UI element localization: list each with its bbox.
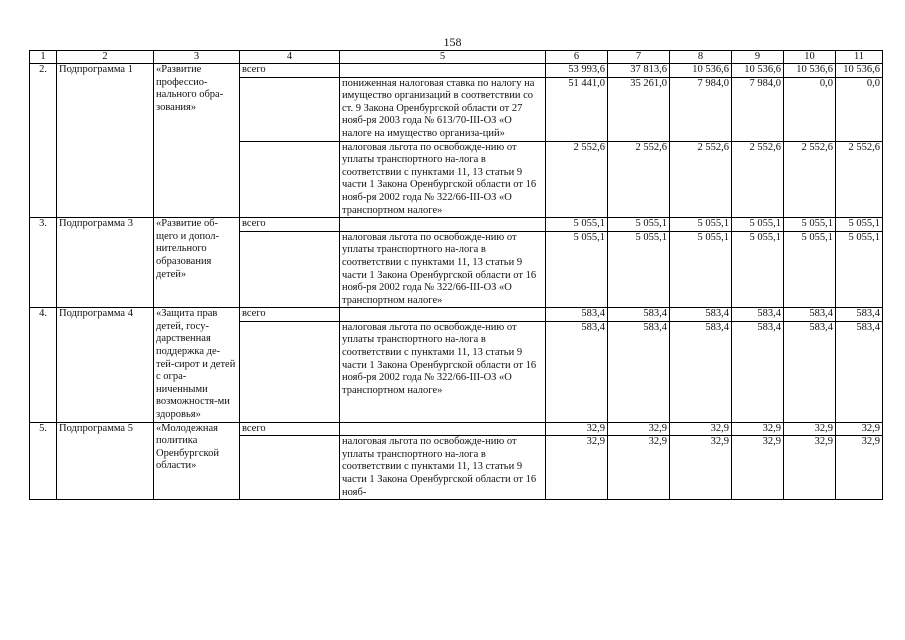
subprogram-name: Подпрограмма 5	[57, 422, 154, 500]
total-description-empty	[340, 218, 546, 232]
row-number: 3.	[30, 218, 57, 308]
tax-benefit-value: 5 055,1	[608, 231, 670, 308]
subprogram-title: «Защита прав детей, госу-дарственная поддержка де-тей-сирот и детей с огра-ниченными возможностя-ми здоровья»	[154, 308, 240, 422]
tax-benefit-value: 0,0	[836, 77, 883, 141]
empty-cell	[240, 321, 340, 422]
tax-benefit-value: 2 552,6	[608, 141, 670, 218]
row-number: 5.	[30, 422, 57, 500]
tax-benefit-value: 2 552,6	[546, 141, 608, 218]
total-value: 5 055,1	[670, 218, 732, 232]
total-value: 5 055,1	[784, 218, 836, 232]
column-number: 6	[546, 51, 608, 64]
total-value: 583,4	[784, 308, 836, 322]
row-number: 4.	[30, 308, 57, 422]
tax-benefit-description: налоговая льгота по освобожде-нию от уплаты транспортного на-лога в соответствии с пунктами 11, 13 статьи 9 части 1 Закона Оренбургской области от 16 нояб-ря 2002 года № 322/66-III-ОЗ «О транспортном налоге»	[340, 141, 546, 218]
total-value: 5 055,1	[836, 218, 883, 232]
total-label: всего	[240, 64, 340, 78]
subprogram-total-row	[30, 218, 883, 232]
empty-cell	[240, 231, 340, 308]
tax-benefit-description: налоговая льгота по освобожде-нию от уплаты транспортного на-лога в соответствии с пунктами 11, 13 статьи 9 части 1 Закона Оренбургской области от 16 нояб-ря 2002 года № 322/66-III-ОЗ «О транспортном налоге»	[340, 231, 546, 308]
tax-benefit-value: 5 055,1	[784, 231, 836, 308]
tax-benefit-value: 583,4	[784, 321, 836, 422]
total-value: 5 055,1	[546, 218, 608, 232]
total-value: 583,4	[546, 308, 608, 322]
empty-cell	[240, 436, 340, 500]
total-value: 32,9	[732, 422, 784, 436]
total-value: 10 536,6	[670, 64, 732, 78]
tax-benefit-value: 32,9	[836, 436, 883, 500]
column-number: 7	[608, 51, 670, 64]
tax-benefit-value: 583,4	[546, 321, 608, 422]
tax-benefit-value: 2 552,6	[784, 141, 836, 218]
row-number: 2.	[30, 64, 57, 218]
column-number: 4	[240, 51, 340, 64]
total-value: 37 813,6	[608, 64, 670, 78]
subprogram-title: «Развитие профессио-нального обра-зования»	[154, 64, 240, 218]
tax-benefit-value: 583,4	[732, 321, 784, 422]
total-value: 5 055,1	[732, 218, 784, 232]
total-value: 583,4	[608, 308, 670, 322]
subprogram-total-row	[30, 308, 883, 322]
tax-benefit-value: 5 055,1	[732, 231, 784, 308]
tax-benefit-description: пониженная налоговая ставка по налогу на имущество организаций в соответствии со ст. 9 Закона Оренбургской области от 27 нояб-ря 2003 года № 613/70-III-ОЗ «О налоге на имущество организа-ций»	[340, 77, 546, 141]
column-number: 10	[784, 51, 836, 64]
subprogram-name: Подпрограмма 4	[57, 308, 154, 422]
total-value: 53 993,6	[546, 64, 608, 78]
tax-benefit-value: 5 055,1	[670, 231, 732, 308]
subprogram-title: «Молодежная политика Оренбургской области»	[154, 422, 240, 500]
total-value: 583,4	[670, 308, 732, 322]
tax-benefit-value: 5 055,1	[836, 231, 883, 308]
total-description-empty	[340, 308, 546, 322]
total-value: 5 055,1	[608, 218, 670, 232]
total-value: 32,9	[836, 422, 883, 436]
column-number: 5	[340, 51, 546, 64]
tax-benefit-value: 32,9	[608, 436, 670, 500]
tax-benefit-value: 32,9	[546, 436, 608, 500]
tax-benefit-value: 32,9	[732, 436, 784, 500]
tax-benefit-value: 51 441,0	[546, 77, 608, 141]
tax-benefit-value: 7 984,0	[732, 77, 784, 141]
column-number: 11	[836, 51, 883, 64]
total-value: 583,4	[836, 308, 883, 322]
column-number: 2	[57, 51, 154, 64]
total-description-empty	[340, 64, 546, 78]
empty-cell	[240, 141, 340, 218]
subprogram-total-row	[30, 64, 883, 78]
tax-benefit-value: 7 984,0	[670, 77, 732, 141]
subprogram-name: Подпрограмма 3	[57, 218, 154, 308]
tax-benefit-value: 32,9	[784, 436, 836, 500]
tax-benefits-table	[29, 50, 883, 500]
tax-benefit-value: 35 261,0	[608, 77, 670, 141]
tax-benefit-description: налоговая льгота по освобожде-нию от уплаты транспортного на-лога в соответствии с пунктами 11, 13 статьи 9 части 1 Закона Оренбургской области от 16 нояб-ря 2002 года № 322/66-III-ОЗ «О транспортном налоге»	[340, 321, 546, 422]
column-number: 9	[732, 51, 784, 64]
tax-benefit-value: 2 552,6	[732, 141, 784, 218]
total-value: 10 536,6	[836, 64, 883, 78]
page-number: 158	[443, 35, 462, 49]
total-value: 583,4	[732, 308, 784, 322]
tax-benefit-description: налоговая льгота по освобожде-нию от уплаты транспортного на-лога в соответствии с пунктами 11, 13 статьи 9 части 1 Закона Оренбургской области от 16 нояб-	[340, 436, 546, 500]
tax-benefit-value: 5 055,1	[546, 231, 608, 308]
total-value: 32,9	[608, 422, 670, 436]
column-number-row	[30, 51, 883, 64]
total-label: всего	[240, 218, 340, 232]
tax-benefit-value: 2 552,6	[836, 141, 883, 218]
tax-benefit-value: 583,4	[608, 321, 670, 422]
tax-benefit-value: 0,0	[784, 77, 836, 141]
total-value: 32,9	[784, 422, 836, 436]
column-number: 3	[154, 51, 240, 64]
tax-benefit-value: 32,9	[670, 436, 732, 500]
tax-benefit-value: 2 552,6	[670, 141, 732, 218]
total-description-empty	[340, 422, 546, 436]
tax-benefit-value: 583,4	[836, 321, 883, 422]
total-value: 32,9	[670, 422, 732, 436]
subprogram-total-row	[30, 422, 883, 436]
column-number: 1	[30, 51, 57, 64]
tax-benefit-value: 583,4	[670, 321, 732, 422]
subprogram-title: «Развитие об-щего и допол-нительного образования детей»	[154, 218, 240, 308]
empty-cell	[240, 77, 340, 141]
total-label: всего	[240, 422, 340, 436]
total-value: 10 536,6	[784, 64, 836, 78]
subprogram-name: Подпрограмма 1	[57, 64, 154, 218]
total-label: всего	[240, 308, 340, 322]
column-number: 8	[670, 51, 732, 64]
total-value: 10 536,6	[732, 64, 784, 78]
total-value: 32,9	[546, 422, 608, 436]
